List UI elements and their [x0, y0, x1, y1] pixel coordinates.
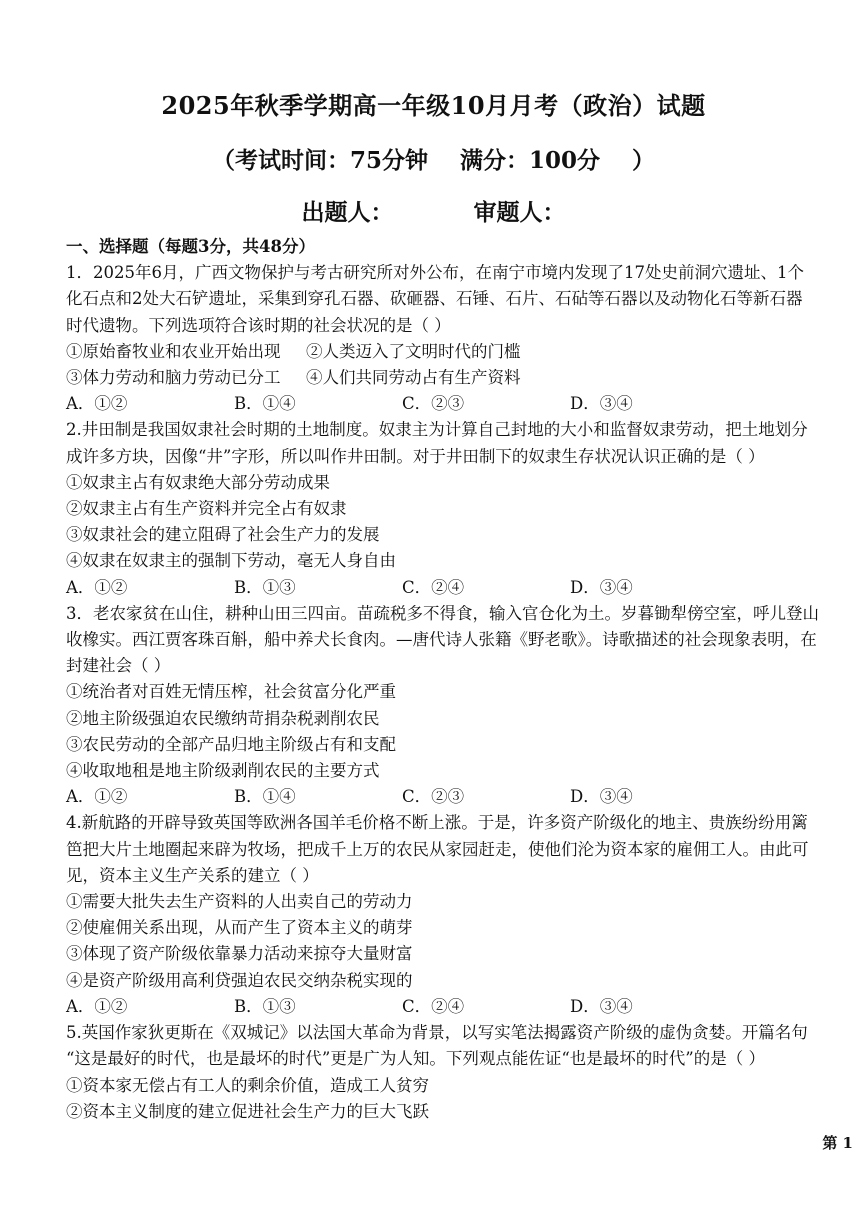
answer-c: C．②④: [402, 996, 465, 1016]
option-3: ③体力劳动和脑力劳动已分工: [66, 368, 281, 388]
answer-d: D．③④: [570, 996, 633, 1016]
answer-a: A．①②: [66, 996, 128, 1016]
question-stem-line: 收橡实。西江贾客珠百斛，船中养犬长食肉。—唐代诗人张籍《野老歌》。诗歌描述的社会现象表明，在: [66, 630, 817, 650]
answer-row: [66, 784, 856, 810]
question-stem-line: 4.新航路的开辟导致英国等欧洲各国羊毛价格不断上涨。于是，许多资产阶级化的地主、贵族纷纷用篱: [66, 813, 808, 833]
question-stem-line: 2.井田制是我国奴隶社会时期的土地制度。奴隶主为计算自己封地的大小和监督奴隶劳动，把土地划分: [66, 420, 808, 440]
question-stem-line: “这是最好的时代，也是最坏的时代”更是广为人知。下列观点能佐证“也是最坏的时代”的是（ ）: [66, 1049, 765, 1069]
option-4: ④人们共同劳动占有生产资料: [306, 368, 521, 388]
question-1: [66, 260, 856, 417]
question-stem-line: 见，资本主义生产关系的建立（ ）: [66, 865, 319, 885]
question-stem-line: 化石点和2处大石铲遗址，采集到穿孔石器、砍砸器、石锤、石片、石砧等石器以及动物化石等新石器: [66, 289, 803, 309]
answer-c: C．②④: [402, 577, 465, 597]
question-stem-line: 3．老农家贫在山住，耕种山田三四亩。苗疏税多不得食，输入官仓化为土。岁暮锄犁傍空室，呼儿登山: [66, 603, 819, 623]
option-3: ③农民劳动的全部产品归地主阶级占有和支配: [66, 734, 396, 754]
answer-b: B．①④: [234, 394, 296, 414]
option-4: ④是资产阶级用高利贷强迫农民交纳杂税实现的: [66, 970, 413, 990]
question-stem-line: 5.英国作家狄更斯在《双城记》以法国大革命为背景，以写实笔法揭露资产阶级的虚伪贪婪。开篇名句: [66, 1023, 808, 1043]
answer-d: D．③④: [570, 394, 633, 414]
answer-b: B．①③: [234, 577, 296, 597]
option-1: ①统治者对百姓无情压榨，社会贫富分化严重: [66, 682, 396, 702]
exam-subtitle: （考试时间：75分钟 满分：100分 ）: [211, 147, 656, 174]
question-5: [66, 1020, 856, 1125]
option-1: ①资本家无偿占有工人的剩余价值，造成工人贫穷: [66, 1075, 429, 1095]
exam-title: 2025年秋季学期高一年级10月月考（政治）试题: [161, 91, 706, 120]
question-stem-line: 时代遗物。下列选项符合该时期的社会状况的是（ ）: [66, 315, 451, 335]
question-stem-line: 1．2025年6月，广西文物保护与考古研究所对外公布，在南宁市境内发现了17处史前洞穴遗址、1个: [66, 263, 804, 283]
answer-d: D．③④: [570, 787, 633, 807]
option-3: ③体现了资产阶级依靠暴力活动来掠夺大量财富: [66, 944, 413, 964]
question-stem-line: 成许多方块，因像“井”字形，所以叫作井田制。对于井田制下的奴隶生存状况认识正确的是（ ）: [66, 446, 765, 466]
option-4: ④收取地租是地主阶级剥削农民的主要方式: [66, 761, 380, 781]
page-number: 第 1: [822, 1134, 853, 1152]
answer-row: [66, 994, 856, 1020]
option-1: ①奴隶主占有奴隶绝大部分劳动成果: [66, 472, 330, 492]
question-2: [66, 417, 856, 600]
option-row: [66, 339, 856, 365]
answer-a: A．①②: [66, 394, 128, 414]
answer-d: D．③④: [570, 577, 633, 597]
answer-a: A．①②: [66, 787, 128, 807]
exam-content: [66, 234, 856, 1125]
option-3: ③奴隶社会的建立阻碍了社会生产力的发展: [66, 525, 380, 545]
question-4: [66, 810, 856, 1020]
option-2: ②地主阶级强迫农民缴纳苛捐杂税剥削农民: [66, 708, 380, 728]
answer-c: C．②③: [402, 394, 465, 414]
option-2: ②资本主义制度的建立促进社会生产力的巨大飞跃: [66, 1101, 429, 1121]
answer-row: [66, 391, 856, 417]
answer-b: B．①③: [234, 996, 296, 1016]
answer-a: A．①②: [66, 577, 128, 597]
question-stem-line: 封建社会（ ）: [66, 656, 171, 676]
answer-c: C．②③: [402, 787, 465, 807]
exam-authors: 出题人： 审题人：: [301, 199, 566, 226]
question-stem-line: 笆把大片土地圈起来辟为牧场，把成千上万的农民从家园赶走，使他们沦为资本家的雇佣工人。由此可: [66, 839, 809, 859]
option-2: ②人类迈入了文明时代的门槛: [306, 341, 521, 361]
option-2: ②使雇佣关系出现，从而产生了资本主义的萌芽: [66, 918, 413, 938]
option-1: ①需要大批失去生产资料的人出卖自己的劳动力: [66, 892, 413, 912]
option-row: [66, 365, 856, 391]
option-1: ①原始畜牧业和农业开始出现: [66, 341, 281, 361]
answer-row: [66, 575, 856, 601]
answer-b: B．①④: [234, 787, 296, 807]
option-4: ④奴隶在奴隶主的强制下劳动，毫无人身自由: [66, 551, 396, 571]
section-heading: 一、选择题（每题3分，共48分）: [66, 237, 315, 256]
option-2: ②奴隶主占有生产资料并完全占有奴隶: [66, 499, 347, 519]
question-3: [66, 601, 856, 811]
